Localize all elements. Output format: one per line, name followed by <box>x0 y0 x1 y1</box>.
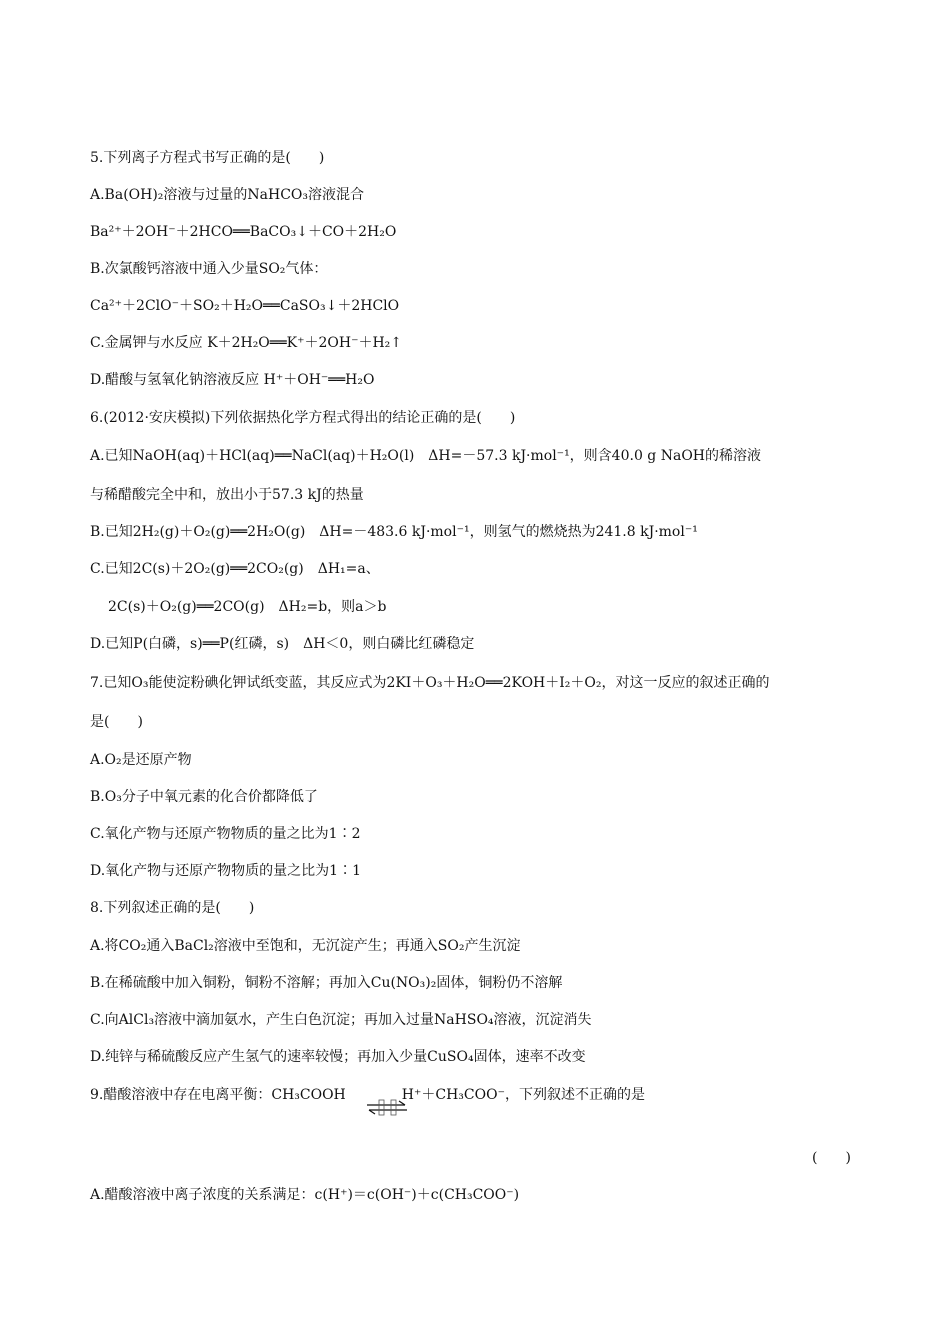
question-5-option-a: A.Ba(OH)₂溶液与过量的NaHCO₃溶液混合 <box>90 187 365 203</box>
question-7-option-d: D.氧化产物与还原产物物质的量之比为1∶1 <box>90 863 361 879</box>
question-8-stem: 8.下列叙述正确的是( ) <box>90 900 255 916</box>
question-6-option-b: B.已知2H₂(g)＋O₂(g)══2H₂O(g) ΔH=－483.6 kJ·mol⁻¹，则氢气的燃烧热为241.8 kJ·mol⁻¹ <box>90 524 698 540</box>
question-6-option-c-cont: 2C(s)＋O₂(g)══2CO(g) ΔH₂=b，则a＞b <box>108 599 387 615</box>
question-5-option-d: D.醋酸与氢氧化钠溶液反应 H⁺＋OH⁻══H₂O <box>90 372 375 388</box>
question-8-option-d: D.纯锌与稀硫酸反应产生氢气的速率较慢；再加入少量CuSO₄固体，速率不改变 <box>90 1049 586 1065</box>
question-6-option-a: A.已知NaOH(aq)＋HCl(aq)══NaCl(aq)＋H₂O(l) ΔH=－57.3 kJ·mol⁻¹，则含40.0 g NaOH的稀溶液 <box>90 448 762 464</box>
question-9-answer-bracket: ( ) <box>812 1150 851 1166</box>
question-8-option-a: A.将CO₂通入BaCl₂溶液中至饱和，无沉淀产生；再通入SO₂产生沉淀 <box>90 938 521 954</box>
question-6-stem: 6.(2012·安庆模拟)下列依据热化学方程式得出的结论正确的是( ) <box>90 410 516 426</box>
question-5-option-b: B.次氯酸钙溶液中通入少量SO₂气体： <box>90 261 328 277</box>
reversible-arrow-icon <box>365 1097 409 1117</box>
question-6-option-d: D.已知P(白磷，s)══P(红磷，s) ΔH＜0，则白磷比红磷稳定 <box>90 636 475 652</box>
question-5-stem: 5.下列离子方程式书写正确的是( ) <box>90 150 325 166</box>
question-9-stem: 9.醋酸溶液中存在电离平衡：CH₃COOH H⁺＋CH₃COO⁻，下列叙述不正确的是 <box>90 1087 645 1103</box>
question-7-stem: 7.已知O₃能使淀粉碘化钾试纸变蓝，其反应式为2KI＋O₃＋H₂O══2KOH＋I₂＋O₂，对这一反应的叙述正确的 <box>90 675 770 691</box>
question-9-option-a: A.醋酸溶液中离子浓度的关系满足：c(H⁺)＝c(OH⁻)＋c(CH₃COO⁻) <box>90 1187 520 1203</box>
question-5-option-c: C.金属钾与水反应 K＋2H₂O══K⁺＋2OH⁻＋H₂↑ <box>90 335 403 351</box>
question-7-stem-cont: 是( ) <box>90 714 143 730</box>
question-5-option-b-equation: Ca²⁺＋2ClO⁻＋SO₂＋H₂O══CaSO₃↓＋2HClO <box>90 298 400 314</box>
question-7-option-a: A.O₂是还原产物 <box>90 752 192 768</box>
question-8-option-c: C.向AlCl₃溶液中滴加氨水，产生白色沉淀；再加入过量NaHSO₄溶液，沉淀消失 <box>90 1012 592 1028</box>
question-7-option-c: C.氧化产物与还原产物物质的量之比为1∶2 <box>90 826 361 842</box>
question-6-option-a-cont: 与稀醋酸完全中和，放出小于57.3 kJ的热量 <box>90 487 364 503</box>
question-8-option-b: B.在稀硫酸中加入铜粉，铜粉不溶解；再加入Cu(NO₃)₂固体，铜粉仍不溶解 <box>90 975 563 991</box>
question-5-option-a-equation: Ba²⁺＋2OH⁻＋2HCO══BaCO₃↓＋CO＋2H₂O <box>90 224 397 240</box>
question-6-option-c: C.已知2C(s)＋2O₂(g)══2CO₂(g) ΔH₁=a、 <box>90 561 380 577</box>
question-7-option-b: B.O₃分子中氧元素的化合价都降低了 <box>90 789 318 805</box>
